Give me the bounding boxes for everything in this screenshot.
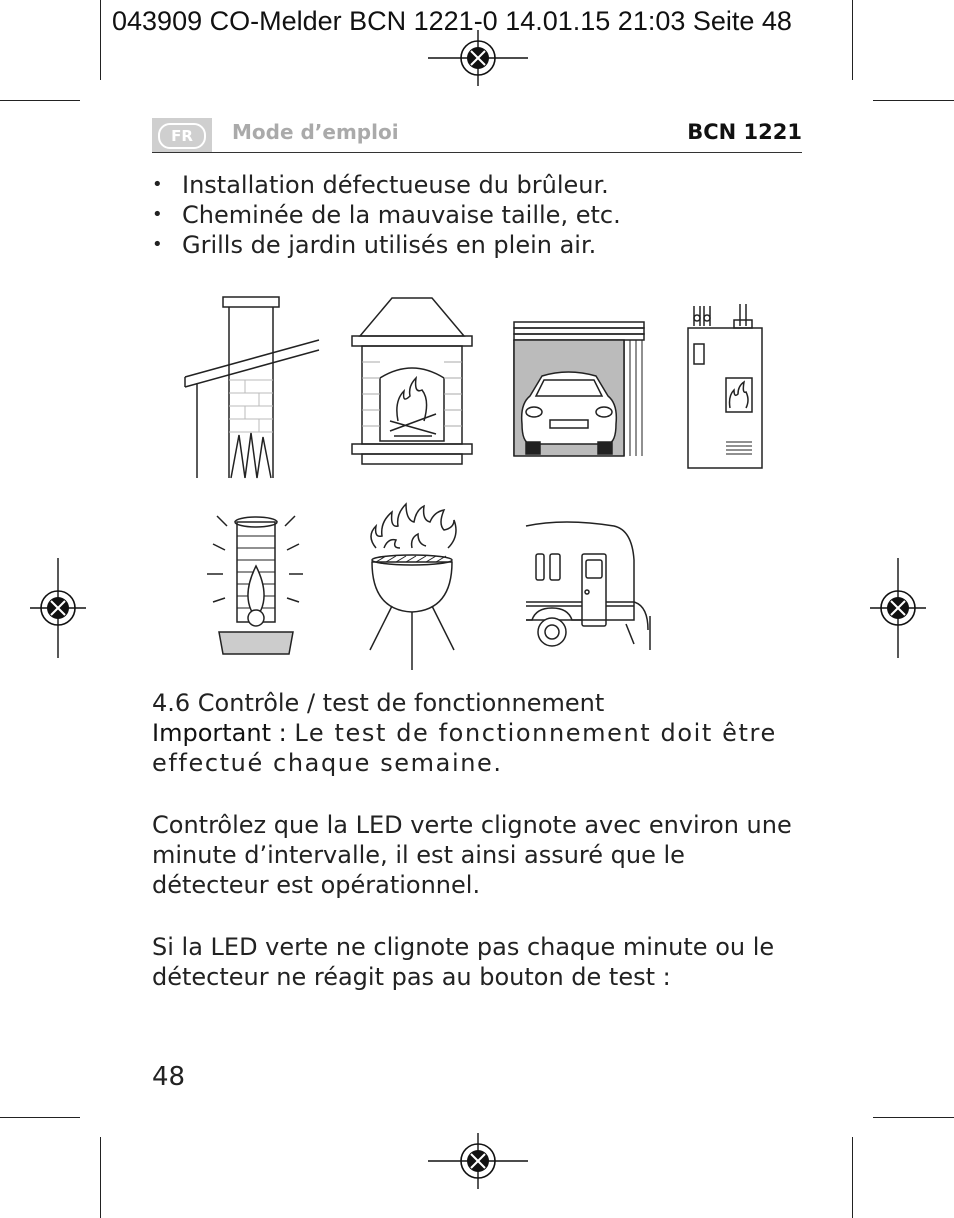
registration-mark-icon	[428, 30, 528, 86]
page-number: 48	[152, 1062, 186, 1092]
barbecue-grill-icon	[362, 500, 462, 672]
important-label: Important :	[152, 719, 287, 747]
important-paragraph	[152, 718, 807, 778]
led-paragraph: Contrôlez que la LED verte clignote avec environ une minute d’intervalle, il est ainsi assuré que le détecteur est opérationnel.	[152, 811, 792, 899]
chimney-icon	[183, 295, 320, 480]
list-item: • Cheminée de la mauvaise taille, etc.	[152, 200, 812, 230]
fireplace-icon	[350, 296, 474, 466]
language-tag	[152, 118, 212, 152]
lantern-icon	[205, 512, 305, 658]
print-slug: 043909 CO-Melder BCN 1221-0 14.01.15 21:03 Seite 48	[112, 6, 792, 36]
cause-list	[152, 170, 812, 260]
boiler-icon	[686, 302, 764, 472]
model-name: BCN 1221	[687, 120, 802, 144]
list-item: • Installation défectueuse du brûleur.	[152, 170, 812, 200]
registration-mark-icon	[428, 1133, 528, 1189]
registration-mark-icon	[870, 558, 926, 658]
troubleshoot-paragraph: Si la LED verte ne clignote pas chaque minute ou le détecteur ne réagit pas au bouton de test :	[152, 933, 775, 991]
registration-mark-icon	[30, 558, 86, 658]
header-rule	[152, 152, 802, 153]
language-code: FR	[158, 123, 206, 149]
manual-title: Mode d’emploi	[232, 120, 399, 144]
important-text: Le test de fonctionnement doit être effectué chaque semaine.	[152, 719, 777, 777]
section-heading: 4.6 Contrôle / test de fonctionnement	[152, 689, 605, 717]
caravan-icon	[524, 520, 654, 656]
garage-car-icon	[512, 320, 646, 460]
list-item: • Grills de jardin utilisés en plein air.	[152, 230, 812, 260]
